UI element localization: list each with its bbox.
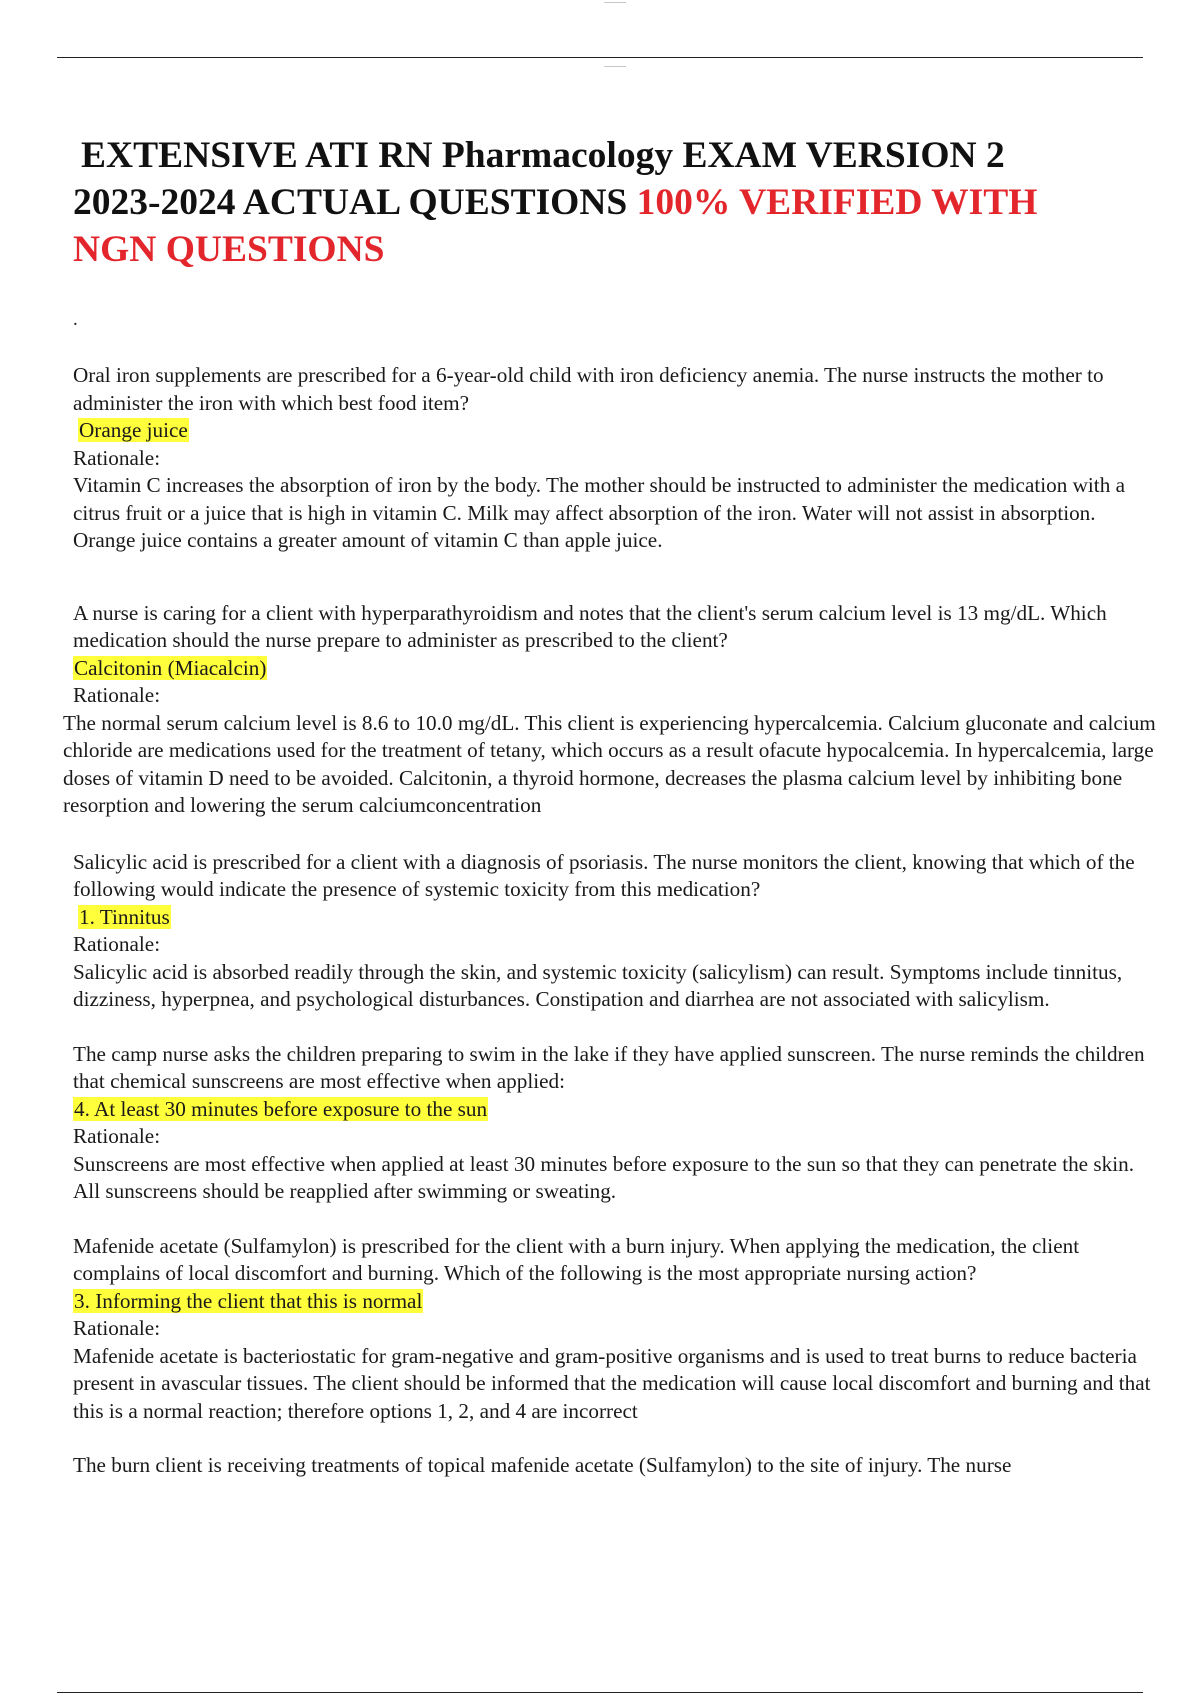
answer-highlight: 1. Tinnitus: [79, 904, 170, 929]
title-line-3-red: NGN QUESTIONS: [73, 229, 385, 270]
questions-list: [63, 362, 1163, 1480]
question-block-2: [63, 600, 1163, 820]
separator-dot: .: [73, 309, 78, 330]
rationale-label: Rationale:: [73, 683, 161, 707]
answer-highlight: Orange juice: [79, 418, 188, 442]
question-block-6: [73, 1452, 1163, 1480]
top-mark: [604, 2, 626, 3]
rationale-text: Mafenide acetate is bacteriostatic for gram-negative and gram-positive organisms and is used to treat burns to reduce bacteria present in avascular tissues. The client should be informed that the medication will cause local discomfort and burning and that this is a normal reaction; therefore options 1, 2, and 4 are incorrect: [73, 1343, 1151, 1423]
question-text: A nurse is caring for a client with hyperparathyroidism and notes that the client's serum calcium level is 13 mg/dL. Which medication should the nurse prepare to administer as prescribed to the client?: [73, 600, 1107, 652]
answer-highlight: 3. Informing the client that this is normal: [74, 1288, 423, 1313]
question-text: The camp nurse asks the children preparing to swim in the lake if they have applied sunscreen. The nurse reminds the children that chemical sunscreens are most effective when applied:: [73, 1041, 1145, 1093]
rationale-text: Salicylic acid is absorbed readily through the skin, and systemic toxicity (salicylism) can result. Symptoms include tinnitus, dizziness, hyperpnea, and psychological disturbances. Constipation and diarrhea are not associated with salicylism.: [73, 959, 1123, 1011]
question-text: Oral iron supplements are prescribed for a 6-year-old child with iron deficiency anemia. The nurse instructs the mother to administer the iron with which best food item?: [73, 363, 1104, 415]
rationale-label: Rationale:: [73, 445, 161, 470]
question-block-1: [73, 362, 1163, 555]
question-text: Salicylic acid is prescribed for a client with a diagnosis of psoriasis. The nurse monitors the client, knowing that which of the following would indicate the presence of systemic toxicity from this medication?: [73, 849, 1135, 901]
answer-highlight: Calcitonin (Miacalcin): [74, 655, 267, 680]
title-line-2-red: 100% VERIFIED WITH: [636, 182, 1038, 223]
rationale-label: Rationale:: [73, 1316, 161, 1340]
question-block-4: [73, 1041, 1163, 1206]
question-block-5: [73, 1233, 1163, 1426]
rationale-label: Rationale:: [73, 932, 161, 956]
question-block-3: [73, 849, 1163, 1014]
header-mark: [604, 66, 626, 67]
rationale-label: Rationale:: [73, 1124, 161, 1148]
footer-rule: [57, 1692, 1143, 1693]
rationale-text: Sunscreens are most effective when applied at least 30 minutes before exposure to the sun so that they can penetrate the skin. All sunscreens should be reapplied after swimming or sweating.: [73, 1151, 1134, 1203]
document-title: [73, 132, 1153, 273]
title-line-1: EXTENSIVE ATI RN Pharmacology EXAM VERSION 2: [81, 135, 1005, 176]
question-text: The burn client is receiving treatments of topical mafenide acetate (Sulfamylon) to the site of injury. The nurse: [73, 1453, 1012, 1477]
header-rule: [57, 57, 1143, 58]
rationale-text: Vitamin C increases the absorption of iron by the body. The mother should be instructed to administer the medication with a citrus fruit or a juice that is high in vitamin C. Milk may affect absorption of the iron. Water will not assist in absorption. Orange juice contains a greater amount of vitamin C than apple juice.: [73, 473, 1125, 552]
rationale-text: The normal serum calcium level is 8.6 to 10.0 mg/dL. This client is experiencing hypercalcemia. Calcium gluconate and calcium chloride are medications used for the treatment of tetany, which occurs as a result ofacute hypocalcemia. In hypercalcemia, large doses of vitamin D need to be avoided. Calcitonin, a thyroid hormone, decreases the plasma calcium level by inhibiting bone resorption and lowering the serum calciumconcentration: [63, 710, 1156, 817]
answer-highlight: 4. At least 30 minutes before exposure to the sun: [74, 1096, 488, 1121]
question-text: Mafenide acetate (Sulfamylon) is prescribed for the client with a burn injury. When applying the medication, the client complains of local discomfort and burning. Which of the following is the most appropriate nursing action?: [73, 1233, 1080, 1285]
title-line-2-black: 2023-2024 ACTUAL QUESTIONS: [73, 182, 637, 223]
